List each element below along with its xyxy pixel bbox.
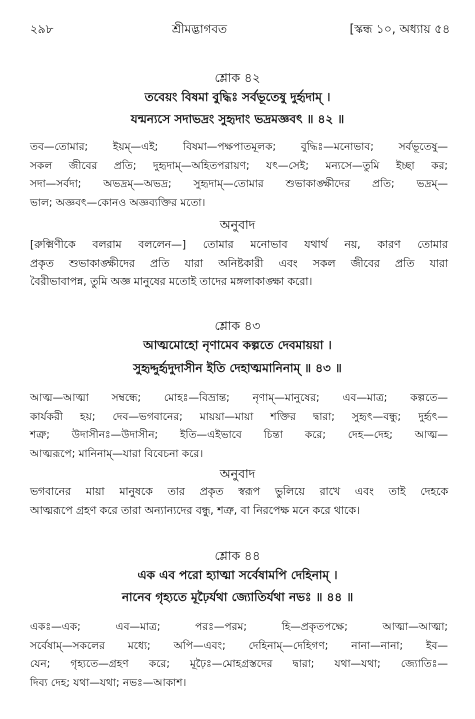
gloss-line: সদা—সর্বদা; অভদ্রম্—অভদ্র; সুহৃদাম্—তোমার শুভাকাঙ্ক্ষীদের প্রতি; ভদ্রম্— bbox=[30, 178, 448, 190]
verse-line: সুহৃদ্দুর্হৃদুদাসীন ইতি দেহাত্মমানিনাম্ ॥ ৪৩ ॥ bbox=[133, 361, 342, 375]
chapter-reference: [স্কন্ধ ১০, অধ্যায় ৫৪ bbox=[349, 22, 450, 36]
gloss-line: আত্মরূপে; মানিনাম্—যারা বিবেচনা করে। bbox=[30, 447, 204, 460]
translation-line: প্রকৃত শুভাকাঙ্ক্ষীদের প্রতি যারা অনিষ্টকারী এবং সকল জীবের প্রতি যারা bbox=[30, 256, 448, 270]
gloss-line: কার্যকরী হয়; দেব—ভগবানের; মায়য়া—মায়া শক্তির দ্বারা; সুহৃৎ—বন্ধু; দুর্হৃৎ— bbox=[30, 410, 448, 423]
running-title: শ্রীমদ্ভাগবত bbox=[172, 22, 228, 36]
translation-line: বৈরীভাবাপন্ন, তুমি অজ্ঞ মানুষের মতোই তাদের মঙ্গলাকাঙ্ক্ষা করো। bbox=[30, 275, 313, 288]
translation-line: ভগবানের মায়া মানুষকে তার প্রকৃত স্বরূপ ভুলিয়ে রাখে এবং তাই দেহকে bbox=[30, 485, 448, 498]
sloka-heading: শ্লোক ৪২ bbox=[214, 70, 261, 85]
translation bbox=[30, 483, 448, 520]
gloss-line: আত্ম—আত্মা সম্বন্ধে; মোহঃ—বিভ্রান্ত; নৃণাম্—মানুষের; এব—মাত্র; কল্পতে— bbox=[30, 392, 448, 404]
sloka-heading: শ্লোক ৪৩ bbox=[214, 318, 261, 333]
gloss-line: শত্রু; উদাসীনঃ—উদাসীন; ইতি—এইভাবে চিন্তা করে; দেহ—দেহ; আত্ম— bbox=[30, 429, 448, 441]
translation-line: [রুক্মিণীকে বলরাম বললেন—] তোমার মনোভাব যথার্থ নয়, কারণ তোমার bbox=[30, 238, 448, 251]
anubad-heading: অনুবাদ bbox=[219, 466, 256, 481]
gloss-line: সর্বেষাম্—সকলের মধ্যে; অপি—এবং; দেহিনাম্—দেহিগণ; নানা—নানা; ইব— bbox=[30, 639, 448, 652]
word-gloss bbox=[30, 618, 448, 692]
gloss-line: সকল জীবের প্রতি; দুহৃদাম্—অহিতপরায়ণ; যৎ—সেই; মন্যসে—তুমি ইচ্ছা কর; bbox=[30, 159, 448, 172]
gloss-line: দিব্য দেহ; যথা—যথা; নভঃ—আকাশ। bbox=[30, 676, 187, 689]
verse-line: আত্মমোহো নৃণামেব কল্পতে দেবমায়য়া । bbox=[143, 338, 332, 352]
translation-line: আত্মরূপে গ্রহণ করে তারা অন্যান্যদের বন্ধু, শত্রু, বা নিরপেক্ষ মনে করে থাকে। bbox=[30, 503, 360, 517]
word-gloss bbox=[30, 389, 448, 463]
verse-line: তবেয়ং বিষমা বুদ্ধিঃ সর্বভূতেষু দুর্হৃদাম্ । bbox=[144, 90, 331, 104]
word-gloss bbox=[30, 138, 448, 212]
sloka-heading: শ্লোক ৪৪ bbox=[214, 548, 261, 563]
gloss-line: যেন; গৃহ্যতে—গ্রহণ করে; মূঢ়ৈঃ—মোহগ্রস্তদের দ্বারা; যথা—যথা; জ্যোতিঃ— bbox=[30, 658, 448, 670]
anubad-heading: অনুবাদ bbox=[219, 217, 256, 232]
page-number: ২৯৮ bbox=[30, 22, 54, 36]
gloss-line: তব—তোমার; ইয়ম্—এই; বিষমা—পক্ষপাতমূলক; বুদ্ধিঃ—মনোভাব; সর্বভূতেষু— bbox=[30, 141, 448, 153]
verse-line: যন্মন্যসে সদাভদ্রং সুহৃদাং ভদ্রমজ্ঞবৎ ॥ ৪২ ॥ bbox=[130, 112, 345, 126]
page-header bbox=[30, 20, 450, 38]
translation bbox=[30, 236, 448, 292]
gloss-line: একঃ—এক; এব—মাত্র; পরঃ—পরম; হি—প্রকৃতপক্ষে; আত্মা—আত্মা; bbox=[30, 621, 448, 633]
gloss-line: ভাল; অজ্ঞবৎ—কোনও অজ্ঞব্যক্তির মতো। bbox=[30, 196, 206, 209]
verse-line: নানেব গৃহ্যতে মূঢ়ৈর্যথা জ্যোতির্যথা নভঃ ॥ ৪৪ ॥ bbox=[121, 590, 354, 604]
verse-line: এক এব পরো হ্যাত্মা সর্বেষামপি দেহিনাম্ । bbox=[137, 568, 338, 582]
